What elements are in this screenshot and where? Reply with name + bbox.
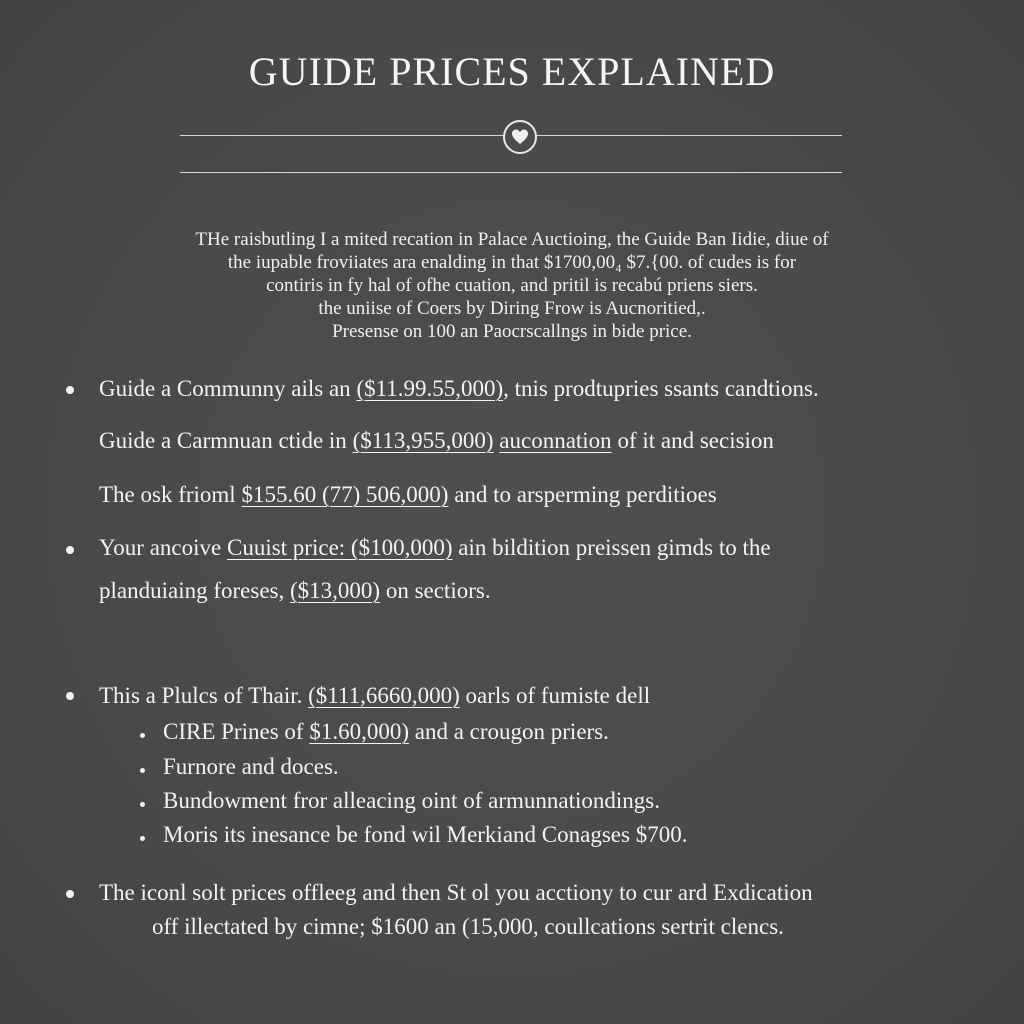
- list-item-line: [99, 482, 717, 508]
- intro-line: the iupable froviiates ara enalding in that $1700,00₄ $7.{00. of cudes is for: [227, 252, 797, 273]
- list-text: Bundowment fror alleacing oint of armunnationdings.: [163, 788, 660, 813]
- bullet-dot: [66, 890, 74, 898]
- divider-bottom: [180, 172, 842, 173]
- list-text: and a crougon priers.: [408, 719, 609, 744]
- heart-icon: [511, 128, 529, 146]
- price-link[interactable]: ($13,000): [289, 578, 381, 603]
- page-title: GUIDE PRICES EXPLAINED: [248, 49, 776, 94]
- intro-line: THe raisbutling I a mited recation in Palace Auctioing, the Guide Ban Iidie, diue of: [195, 229, 829, 250]
- list-text: Guide a Communny ails an: [99, 376, 357, 401]
- price-link[interactable]: $155.60 (77) 506,000): [241, 482, 449, 507]
- bullet-dot: [66, 386, 74, 394]
- intro-paragraph: [110, 228, 914, 343]
- price-link[interactable]: $1.60,000): [309, 719, 409, 744]
- list-item-line: [99, 683, 650, 709]
- list-item-line: [99, 535, 771, 561]
- list-text: and to arsperming perditioes: [448, 482, 717, 507]
- sub-bullet-dot: [140, 802, 145, 807]
- list-item-line: The iconl solt prices offleeg and then St ol you acctiony to cur ard Exdication: [99, 880, 813, 905]
- list-text: Guide a Carmnuan ctide in: [99, 428, 353, 453]
- bullet-dot: [66, 546, 74, 554]
- list-text: Furnore and doces.: [163, 754, 339, 779]
- sub-list-item: [163, 719, 609, 745]
- list-text: CIRE Prines of: [163, 719, 310, 744]
- list-text: Moris its inesance be fond wil Merkiand Conagses $700.: [163, 822, 688, 847]
- sub-list-item: [163, 822, 687, 848]
- guide-price-link[interactable]: Cuuist price: ($100,000): [226, 535, 453, 560]
- sub-bullet-dot: [140, 768, 145, 773]
- list-item-line: off illectated by cimne; $1600 an (15,000, coullcations sertrit clencs.: [152, 914, 784, 939]
- list-text: of it and secision: [611, 428, 774, 453]
- intro-line: Presense on 100 an Paocrscallngs in bide price.: [332, 321, 692, 342]
- sub-list-item: [163, 754, 339, 780]
- list-item-line: [99, 578, 491, 604]
- intro-line: the uniise of Coers by Diring Frow is Aucnoritied,.: [318, 298, 706, 319]
- list-text: This a Plulcs of Thair.: [99, 683, 309, 708]
- list-item-line: [99, 428, 774, 454]
- list-text: on sectiors.: [380, 578, 491, 603]
- intro-line: contiris in fy hal of ofhe cuation, and pritil is recabú priens siers.: [266, 275, 758, 296]
- list-text: The osk frioml: [99, 482, 242, 507]
- list-text: oarls of fumiste dell: [459, 683, 651, 708]
- sub-bullet-dot: [140, 836, 145, 841]
- list-text: , tnis prodtupries ssants candtions.: [503, 376, 819, 401]
- price-link[interactable]: ($113,955,000): [352, 428, 494, 453]
- bullet-dot: [66, 692, 74, 700]
- auction-link[interactable]: auconnation: [499, 428, 612, 453]
- list-text: ain bildition preissen gimds to the: [452, 535, 771, 560]
- list-text: planduiaing foreses,: [99, 578, 290, 603]
- heart-emblem-icon: [503, 120, 537, 154]
- sub-bullet-dot: [140, 733, 145, 738]
- price-link[interactable]: ($11.99.55,000): [356, 376, 504, 401]
- list-item-line: [99, 376, 819, 402]
- price-link[interactable]: ($111,6660,000): [308, 683, 460, 708]
- sub-list-item: [163, 788, 660, 814]
- list-text: Your ancoive: [99, 535, 227, 560]
